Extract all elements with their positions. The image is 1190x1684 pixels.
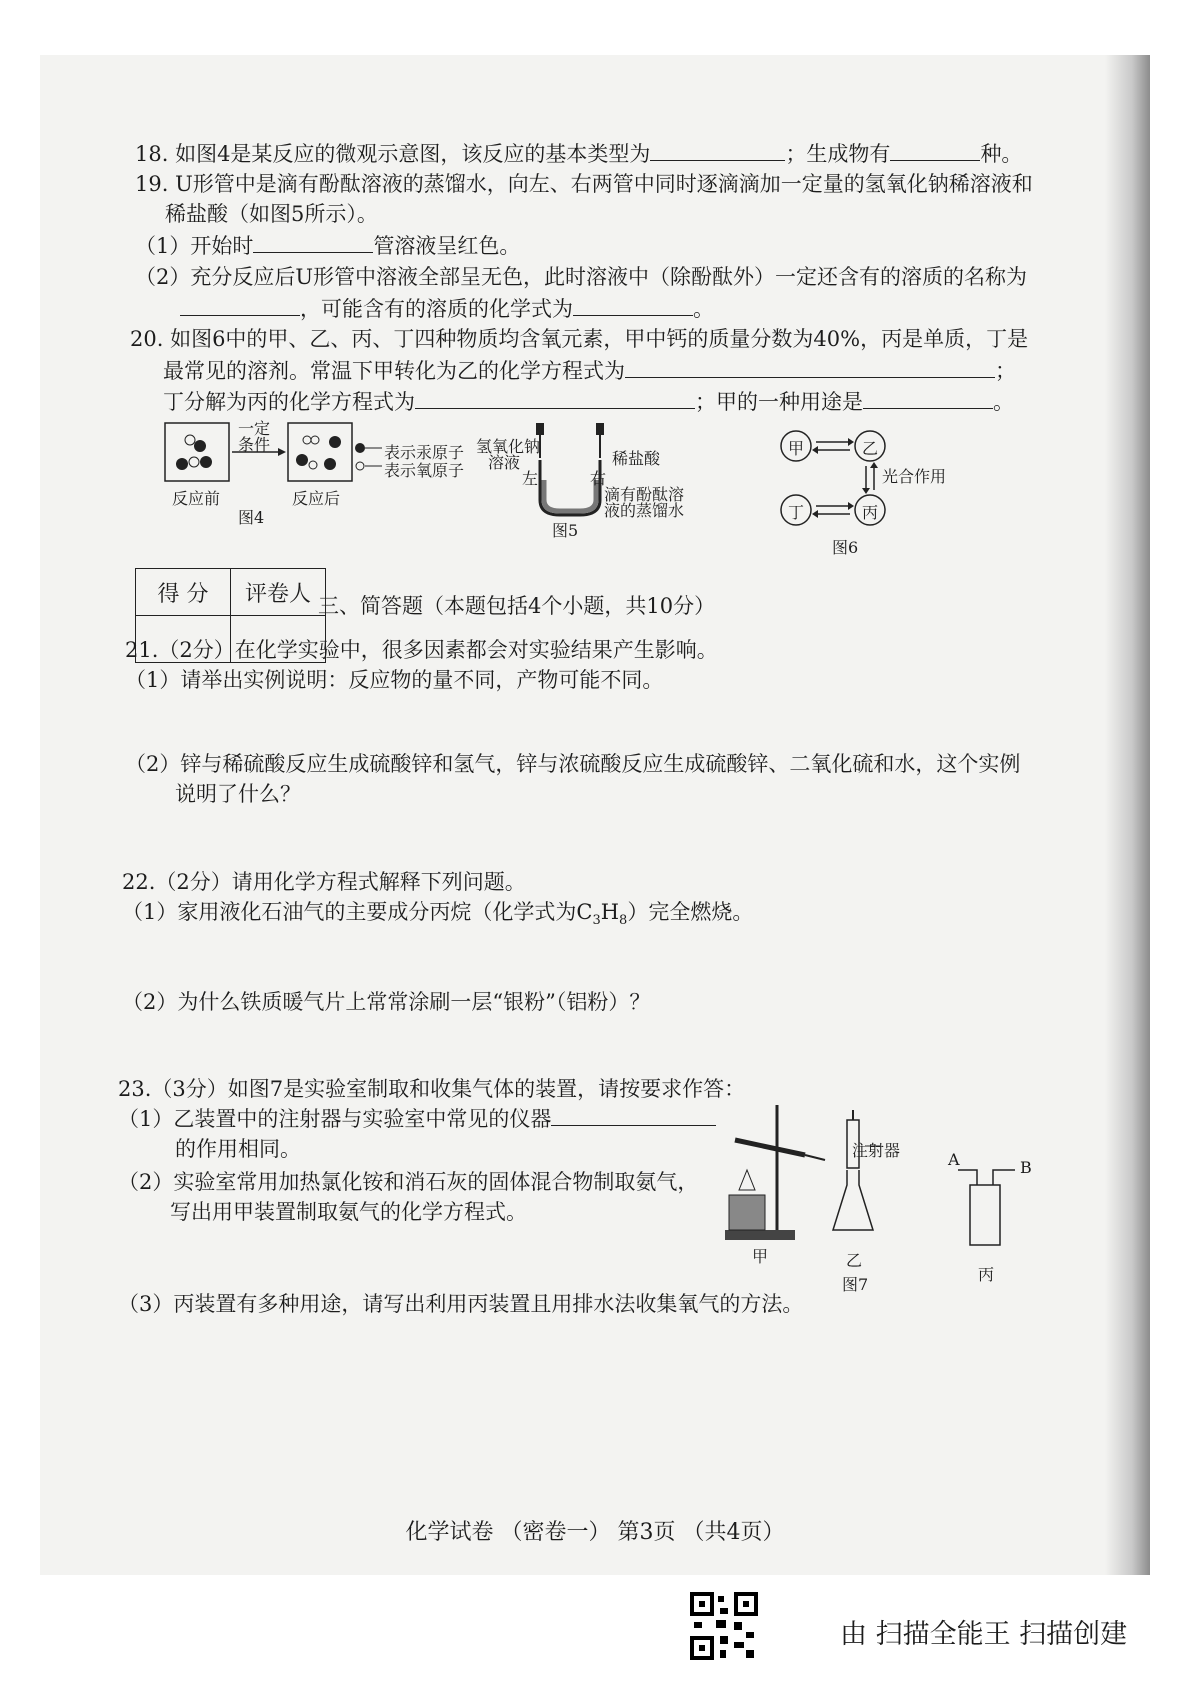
fig4-condition-1: 一定: [238, 419, 271, 438]
q20-stem-1: 20. 如图6中的甲、乙、丙、丁四种物质均含氧元素，甲中钙的质量分数为40%，丙是单质，丁是: [130, 327, 1029, 351]
fig5-left-label: 左: [522, 469, 539, 488]
q19-stem-1: 19. U形管中是滴有酚酞溶液的蒸馏水，向左、右两管中同时逐滴滴加一定量的氢氧化钠稀溶液和: [135, 172, 1033, 196]
oxygen-atom: [309, 461, 317, 469]
q19-stem-2: 稀盐酸（如图5所示）。: [165, 202, 378, 226]
subscript-3: 3: [592, 913, 601, 929]
q22-part2: （2）为什么铁质暖气片上常常涂刷一层“银粉”（铝粉）？: [122, 990, 651, 1014]
q19-p2-end: 。: [693, 297, 714, 321]
oxygen-atom: [185, 435, 195, 445]
fig7-label-b: B: [1020, 1158, 1032, 1177]
gas-bottle: [970, 1185, 1000, 1245]
mercury-atom: [296, 454, 308, 466]
arrow-head: [278, 448, 286, 456]
q20-blank-use[interactable]: [863, 388, 993, 409]
q19-blank-formula[interactable]: [573, 295, 693, 316]
oxygen-atom: [311, 436, 319, 444]
stand-base: [725, 1230, 795, 1240]
q23-p1-text: （1）乙装置中的注射器与实验室中常见的仪器: [118, 1107, 552, 1131]
before-box: [165, 423, 229, 481]
fig4-legend-mercury: 表示汞原子: [384, 443, 465, 462]
q20-stem-2: [163, 357, 1016, 385]
q23-stem: 23.（3分）如图7是实验室制取和收集气体的装置，请按要求作答：: [118, 1077, 746, 1101]
subscript-8: 8: [619, 913, 628, 929]
fig7-caption: 图7: [842, 1275, 869, 1294]
dropper-bulb: [596, 423, 604, 435]
q20-blank-eq1[interactable]: [625, 357, 995, 378]
q19-p1-text: （1）开始时: [135, 234, 254, 258]
fig5-naoh-label: 氢氧化钠: [476, 437, 541, 456]
q21-part2: （2）锌与稀硫酸反应生成硫酸锌和氢气，锌与浓硫酸反应生成硫酸锌、二氧化硫和水，这个实例: [125, 752, 1021, 776]
scanner-watermark: 由 扫描全能王 扫描创建: [840, 1619, 1128, 1650]
q19-part1: [135, 232, 520, 260]
q20-blank-eq2[interactable]: [415, 388, 695, 409]
fig6-jia: 甲: [788, 439, 805, 458]
conical-flask: [833, 1170, 873, 1230]
mercury-atom: [329, 436, 341, 448]
qr-code-icon: [690, 1592, 758, 1660]
fig7-bing: 丙: [978, 1265, 995, 1284]
fig4-caption: 图4: [238, 508, 265, 527]
q20-s3-text: 丁分解为丙的化学方程式为: [163, 390, 415, 414]
fig5-naoh-label-2: 溶液: [488, 453, 521, 472]
fig5-caption: 图5: [552, 521, 579, 540]
after-box: [288, 423, 352, 481]
q22-p1-end: ）完全燃烧。: [627, 900, 754, 924]
flame-icon: [739, 1170, 755, 1190]
q23-blank-instrument[interactable]: [551, 1105, 716, 1126]
fig4-after-label: 反应后: [292, 489, 341, 508]
q23-part2-line2: 写出用甲装置制取氨气的化学方程式。: [170, 1200, 527, 1224]
arrow-head: [848, 502, 854, 510]
q19-part2: （2）充分反应后U形管中溶液全部呈无色，此时溶液中（除酚酞外）一定还含有的溶质的名称为: [135, 265, 1028, 289]
tube-b: [993, 1170, 1015, 1185]
fig6-bing: 丙: [862, 503, 879, 522]
q23-part2: （2）实验室常用加热氯化铵和消石灰的固体混合物制取氨气，: [118, 1170, 699, 1194]
q19-blank-solute[interactable]: [180, 295, 300, 316]
q19-p2-text: ，可能含有的溶质的化学式为: [300, 297, 573, 321]
fig6-yi: 乙: [862, 439, 879, 458]
arrow-head: [812, 510, 818, 518]
q22-part1: [122, 898, 753, 935]
q20-s2-end: ；: [995, 359, 1016, 383]
mercury-atom: [200, 456, 212, 468]
q18-line: [135, 140, 1022, 168]
q20-s3-text2: ；甲的一种用途是: [695, 390, 863, 414]
test-tube: [735, 1140, 805, 1155]
fig4-condition-2: 条件: [238, 435, 271, 454]
q22-stem: 22.（2分）请用化学方程式解释下列问题。: [122, 870, 526, 894]
mercury-legend-icon: [355, 443, 365, 453]
section-3-heading: 三、简答题（本题包括4个小题，共10分）: [318, 594, 716, 618]
oxygen-legend-icon: [356, 462, 364, 470]
q18-blank-type[interactable]: [650, 140, 785, 161]
arrow-head: [812, 446, 818, 454]
fig7-jia: 甲: [752, 1247, 769, 1266]
q18-blank-count[interactable]: [890, 140, 980, 161]
q19-part2-line2: [180, 295, 714, 323]
tube-a: [958, 1170, 977, 1185]
fig5-right-label: 右: [590, 469, 607, 488]
fig7-yi: 乙: [846, 1251, 863, 1270]
q18-text3: 种。: [980, 142, 1023, 166]
q23-part3: （3）丙装置有多种用途，请写出利用丙装置且用排水法收集氧气的方法。: [118, 1292, 804, 1316]
arrow-head: [848, 438, 854, 446]
q22-p1-text: （1）家用液化石油气的主要成分丙烷（化学式为C: [122, 900, 593, 924]
q23-part1-line2: 的作用相同。: [175, 1137, 301, 1161]
arrow-head: [870, 462, 878, 468]
hydrogen-symbol: H: [600, 900, 620, 924]
page-footer: 化学试卷 （密卷一） 第3页 （共4页）: [405, 1520, 785, 1545]
q18-text2: ；生成物有: [785, 142, 891, 166]
mercury-atom: [324, 458, 336, 470]
mercury-atom: [194, 440, 206, 452]
fig6-photosynthesis-label: 光合作用: [882, 467, 947, 486]
oxygen-atom: [189, 457, 199, 467]
q21-part2-line2: 说明了什么？: [175, 782, 301, 806]
q23-part1: [118, 1105, 716, 1133]
burner-block: [729, 1195, 765, 1230]
q19-blank-tube[interactable]: [253, 232, 373, 253]
q20-s3-end: 。: [993, 390, 1014, 414]
fig7-syringe-label: 注射器: [852, 1141, 901, 1160]
fig7-label-a: A: [948, 1150, 960, 1169]
water-fill: [544, 480, 596, 511]
fig5-hcl-label: 稀盐酸: [612, 449, 661, 468]
q21-part1: （1）请举出实例说明：反应物的量不同，产物可能不同。: [125, 668, 664, 692]
q21-stem: 21.（2分）在化学实验中，很多因素都会对实验结果产生影响。: [125, 638, 718, 662]
fig5-water-label-2: 液的蒸馏水: [604, 501, 685, 520]
oxygen-atom: [303, 436, 311, 444]
grader-header: 评卷人: [231, 569, 326, 616]
q18-text: 18. 如图4是某反应的微观示意图，该反应的基本类型为: [135, 142, 651, 166]
scan-edge-shadow: [1105, 55, 1150, 1575]
fig6-ding: 丁: [788, 503, 805, 522]
fig4-before-label: 反应前: [172, 489, 221, 508]
q19-p1-text2: 管溶液呈红色。: [373, 234, 521, 258]
arrow-head: [862, 488, 870, 494]
q20-s2-text: 最常见的溶剂。常温下甲转化为乙的化学方程式为: [163, 359, 625, 383]
fig6-caption: 图6: [832, 538, 859, 557]
delivery-tube: [805, 1155, 825, 1160]
fig5-water-label: 滴有酚酞溶: [604, 485, 685, 504]
q20-stem-3: [163, 388, 1014, 416]
mercury-atom: [176, 458, 188, 470]
fig4-legend-oxygen: 表示氧原子: [384, 461, 465, 480]
score-header: 得 分: [136, 569, 231, 616]
